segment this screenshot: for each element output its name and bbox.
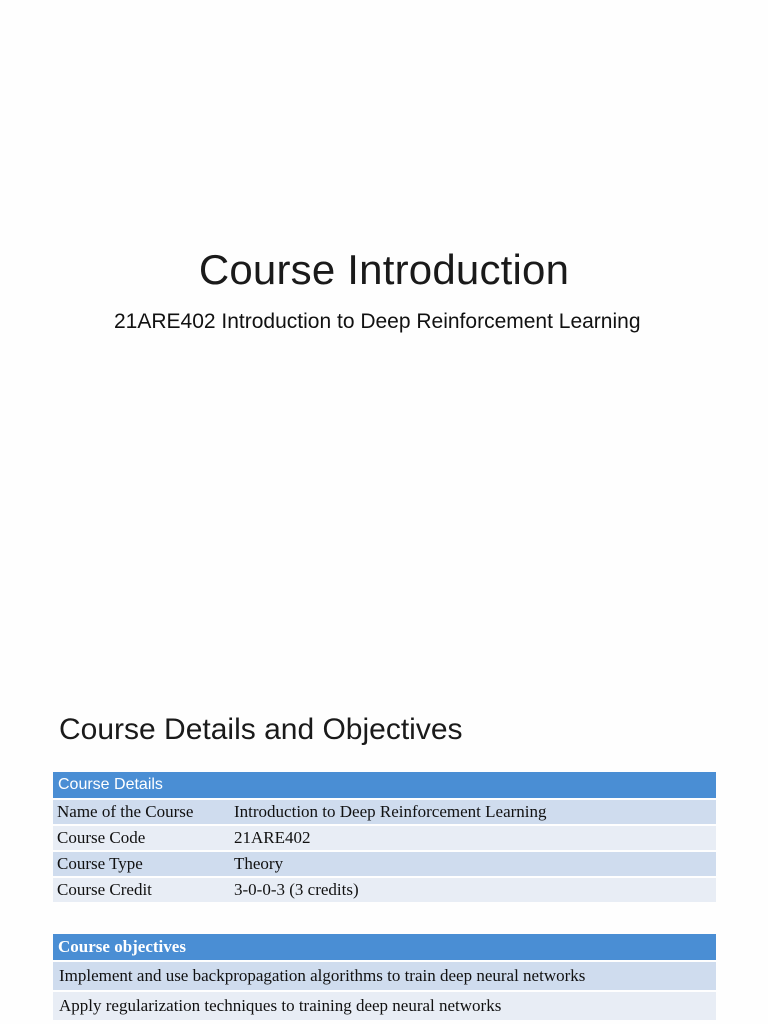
table-row — [53, 962, 716, 990]
row-value: Introduction to Deep Reinforcement Learning — [230, 800, 716, 824]
objective-text: Apply regularization techniques to training deep neural networks — [53, 992, 716, 1020]
course-details-table — [53, 770, 716, 904]
section-title: Course Details and Objectives — [59, 713, 463, 746]
course-objectives-table — [53, 932, 716, 1022]
objective-text: Implement and use backpropagation algorithms to train deep neural networks — [53, 962, 716, 990]
row-label: Course Code — [53, 826, 230, 850]
course-details-header: Course Details — [53, 772, 716, 798]
row-value: 3-0-0-3 (3 credits) — [230, 878, 716, 902]
row-label: Name of the Course — [53, 800, 230, 824]
row-value: Theory — [230, 852, 716, 876]
course-objectives-header: Course objectives — [53, 934, 716, 960]
slide-title: Course Introduction — [198, 246, 570, 293]
table-row — [53, 800, 716, 824]
row-value: 21ARE402 — [230, 826, 716, 850]
table-row — [53, 826, 716, 850]
slide-subtitle: 21ARE402 Introduction to Deep Reinforcement Learning — [114, 310, 641, 333]
row-label: Course Credit — [53, 878, 230, 902]
table-row — [53, 852, 716, 876]
table-row — [53, 878, 716, 902]
table-row — [53, 992, 716, 1020]
row-label: Course Type — [53, 852, 230, 876]
